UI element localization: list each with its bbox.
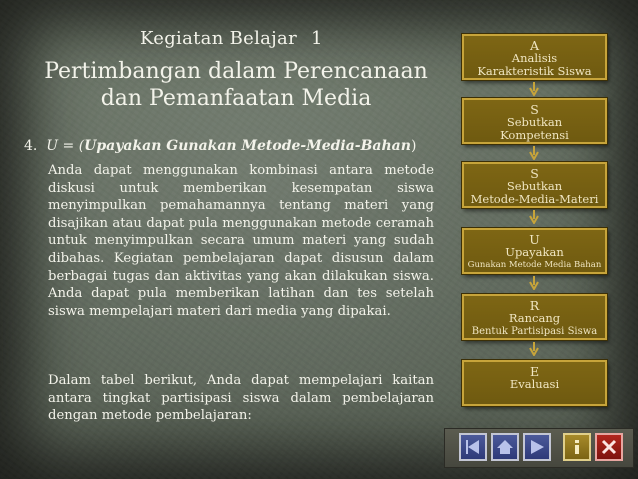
flow-line1: Sebutkan bbox=[506, 115, 563, 129]
flow-line1: Rancang bbox=[508, 311, 561, 325]
flow-line1: Analisis bbox=[511, 51, 558, 65]
flow-box-a[interactable] bbox=[462, 34, 607, 80]
body-paragraph-2: Dalam tabel berikut, Anda dapat mempelajari kaitan antara tingkat partisipasi siswa dalam pembelajaran dengan metode pembelajaran: bbox=[48, 373, 434, 424]
flow-letter: R bbox=[529, 298, 540, 313]
flow-line2: Bentuk Partisipasi Siswa bbox=[471, 326, 598, 337]
flow-line2: Kompetensi bbox=[500, 128, 569, 142]
flow-line2: Metode-Media-Materi bbox=[470, 192, 599, 206]
close-icon bbox=[600, 438, 618, 456]
flow-line1: Upayakan bbox=[505, 245, 564, 259]
rewind-icon bbox=[464, 438, 482, 456]
flow-letter: E bbox=[529, 364, 540, 379]
title-line-2: dan Pemanfaatan Media bbox=[100, 86, 372, 111]
title-line-1: Pertimbangan dalam Perencanaan bbox=[44, 59, 428, 84]
flow-letter: U bbox=[529, 232, 540, 247]
home-button[interactable] bbox=[491, 433, 519, 461]
kb-number: 1 bbox=[311, 28, 323, 49]
kegiatan-belajar-label bbox=[140, 28, 323, 49]
home-icon bbox=[496, 438, 514, 456]
arrow-down-icon bbox=[528, 276, 540, 290]
info-button[interactable] bbox=[563, 433, 591, 461]
section-number: 4. bbox=[24, 138, 38, 154]
flow-box-e[interactable] bbox=[462, 360, 607, 406]
flow-letter: S bbox=[530, 102, 539, 117]
page-title bbox=[36, 58, 436, 112]
arrow-down-icon bbox=[528, 146, 540, 160]
flow-letter: S bbox=[530, 166, 539, 181]
flow-line1: Evaluasi bbox=[509, 377, 560, 391]
section-close: ) bbox=[410, 138, 417, 154]
flow-box-s2[interactable] bbox=[462, 162, 607, 208]
flow-box-r[interactable] bbox=[462, 294, 607, 340]
first-slide-button[interactable] bbox=[459, 433, 487, 461]
section-letter: U = ( bbox=[46, 138, 85, 154]
close-button[interactable] bbox=[595, 433, 623, 461]
flow-line2: Karakteristik Siswa bbox=[477, 64, 592, 78]
arrow-down-icon bbox=[528, 82, 540, 96]
navigation-bar bbox=[444, 428, 634, 468]
section-heading bbox=[24, 138, 416, 154]
arrow-down-icon bbox=[528, 342, 540, 356]
next-slide-button[interactable] bbox=[523, 433, 551, 461]
flow-letter: A bbox=[529, 38, 540, 53]
arrow-down-icon bbox=[528, 210, 540, 224]
info-icon bbox=[568, 438, 586, 456]
flow-line2: Gunakan Metode Media Bahan bbox=[467, 260, 602, 270]
body-paragraph-1: Anda dapat menggunakan kombinasi antara metode diskusi untuk memberikan kesempatan siswa menyimpulkan pemahamannya tentang materi yang disajikan atau dapat pula menggunakan metode ceramah untuk menyimpulkan secara umum materi yang sudah dibahas. Kegiatan pembelajaran dapat disusun dalam berbagai tugas dan aktivitas yang akan dilakukan siswa. Anda dapat pula memberikan latihan dan tes setelah siswa mempelajari materi dari media yang dipakai. bbox=[48, 163, 434, 319]
flow-box-s1[interactable] bbox=[462, 98, 607, 144]
flow-line1: Sebutkan bbox=[506, 179, 563, 193]
kb-text: Kegiatan Belajar bbox=[140, 28, 297, 49]
section-heading-text: Upayakan Gunakan Metode-Media-Bahan bbox=[84, 138, 411, 154]
play-icon bbox=[528, 438, 546, 456]
flow-box-u[interactable] bbox=[462, 228, 607, 274]
